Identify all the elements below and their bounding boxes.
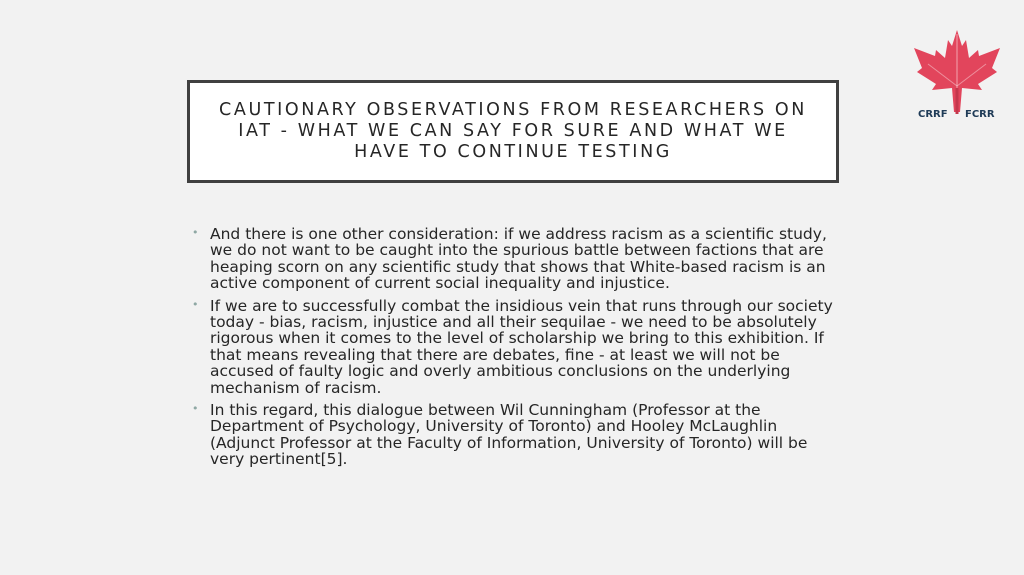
maple-leaf-icon xyxy=(914,30,1000,114)
slide-title: CAUTIONARY OBSERVATIONS FROM RESEARCHERS ON IAT - WHAT WE CAN SAY FOR SURE AND WHAT WE HAVE TO CONTINUE TESTING xyxy=(219,100,807,162)
logo-text-left: CRRF xyxy=(918,109,948,120)
title-box xyxy=(187,80,839,183)
bullet-text-1: And there is one other consideration: if we address racism as a scientific study, we do not want to be caught into the spurious battle between factions that are heaping scorn on any scientific study that shows that White-based racism is an active component of current social inequality and injustice. xyxy=(210,225,827,293)
bullet-list xyxy=(190,226,840,474)
bullet-marker-icon: • xyxy=(192,226,199,239)
bullet-item-3 xyxy=(190,402,840,468)
bullet-item-2 xyxy=(190,298,840,396)
bullet-text-2: If we are to successfully combat the insidious vein that runs through our society today - bias, racism, injustice and all their sequilae - we need to be absolutely rigorous when it comes to the level of scholarship we bring to this exhibition. If that means revealing that there are debates, fine - at least we will not be accused of faulty logic and overly ambitious conclusions on the underlying mechanism of racism. xyxy=(210,296,833,397)
bullet-marker-icon: • xyxy=(192,402,199,416)
bullet-marker-icon: • xyxy=(192,297,199,311)
bullet-item-1 xyxy=(190,226,840,292)
logo-text-right: FCRR xyxy=(965,109,995,120)
bullet-text-3: In this regard, this dialogue between Wil Cunningham (Professor at the Department of Psychology, University of Toronto) and Hooley McLaughlin (Adjunct Professor at the Faculty of Information, University of Toronto) will be very pertinent[5]. xyxy=(210,401,808,469)
crrf-fcrr-logo xyxy=(908,28,1006,122)
